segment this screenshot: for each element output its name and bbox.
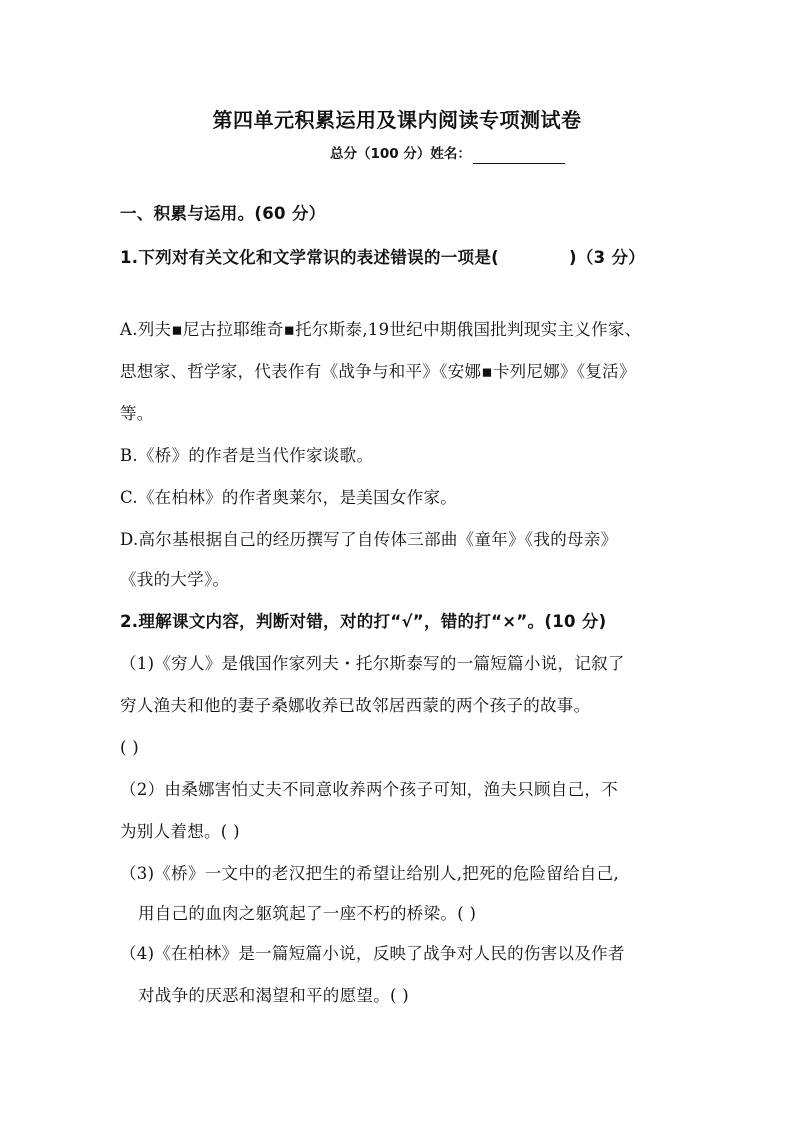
question-2-item-3-line-2: 用自己的血肉之躯筑起了一座不朽的桥梁。( ) bbox=[138, 904, 477, 923]
name-blank[interactable] bbox=[473, 163, 565, 164]
question-2-item-1-line-2: 穷人渔夫和他的妻子桑娜收养已故邻居西蒙的两个孩子的故事。 bbox=[120, 696, 591, 715]
question-1-stem-end: )（3 分） bbox=[569, 248, 646, 267]
question-2-item-2-line-2: 为别人着想。( ) bbox=[120, 822, 240, 841]
question-1-stem bbox=[120, 246, 645, 270]
question-2-item-1-line-1: （1)《穷人》是俄国作家列夫・托尔斯泰写的一篇短篇小说，记叙了 bbox=[120, 654, 625, 673]
score-and-name-line bbox=[330, 144, 565, 164]
question-2-stem: 2.理解课文内容，判断对错，对的打“√”，错的打“×”。(10 分) bbox=[120, 612, 607, 631]
option-d-line-1: D.高尔基根据自己的经历撰写了自传体三部曲《童年》《我的母亲》 bbox=[120, 530, 618, 549]
question-2-item-4-line-2: 对战争的厌恶和渴望和平的愿望。( ) bbox=[138, 986, 410, 1005]
question-1-stem-start: 1.下列对有关文化和文学常识的表述错误的一项是( bbox=[120, 248, 499, 267]
question-2-item-1-answer[interactable]: ( ) bbox=[120, 738, 140, 757]
question-2-item-2-line-1: （2）由桑娜害怕丈夫不同意收养两个孩子可知，渔夫只顾自己，不 bbox=[120, 780, 618, 799]
option-b: B.《桥》的作者是当代作家谈歌。 bbox=[120, 446, 374, 465]
option-a-line-1: A.列夫▪尼古拉耶维奇▪托尔斯泰,19世纪中期俄国批判现实主义作家、 bbox=[120, 320, 642, 339]
option-a-line-3: 等。 bbox=[120, 404, 154, 423]
option-a-line-2: 思想家、哲学家，代表作有《战争与和平》《安娜▪卡列尼娜》《复活》 bbox=[120, 362, 636, 381]
question-2-item-4-line-1: （4)《在柏林》是一篇短篇小说，反映了战争对人民的伤害以及作者 bbox=[120, 944, 625, 963]
option-c: C.《在柏林》的作者奥莱尔，是美国女作家。 bbox=[120, 488, 458, 507]
section-heading: 一、积累与运用。(60 分） bbox=[120, 204, 326, 223]
option-d-line-2: 《我的大学》。 bbox=[120, 570, 230, 589]
question-2-item-3-line-1: （3)《桥》一文中的老汉把生的希望让给别人,把死的危险留给自己, bbox=[120, 864, 620, 883]
score-label: 总分（100 分）姓名： bbox=[330, 146, 471, 162]
page-title: 第四单元积累运用及课内阅读专项测试卷 bbox=[212, 108, 582, 132]
